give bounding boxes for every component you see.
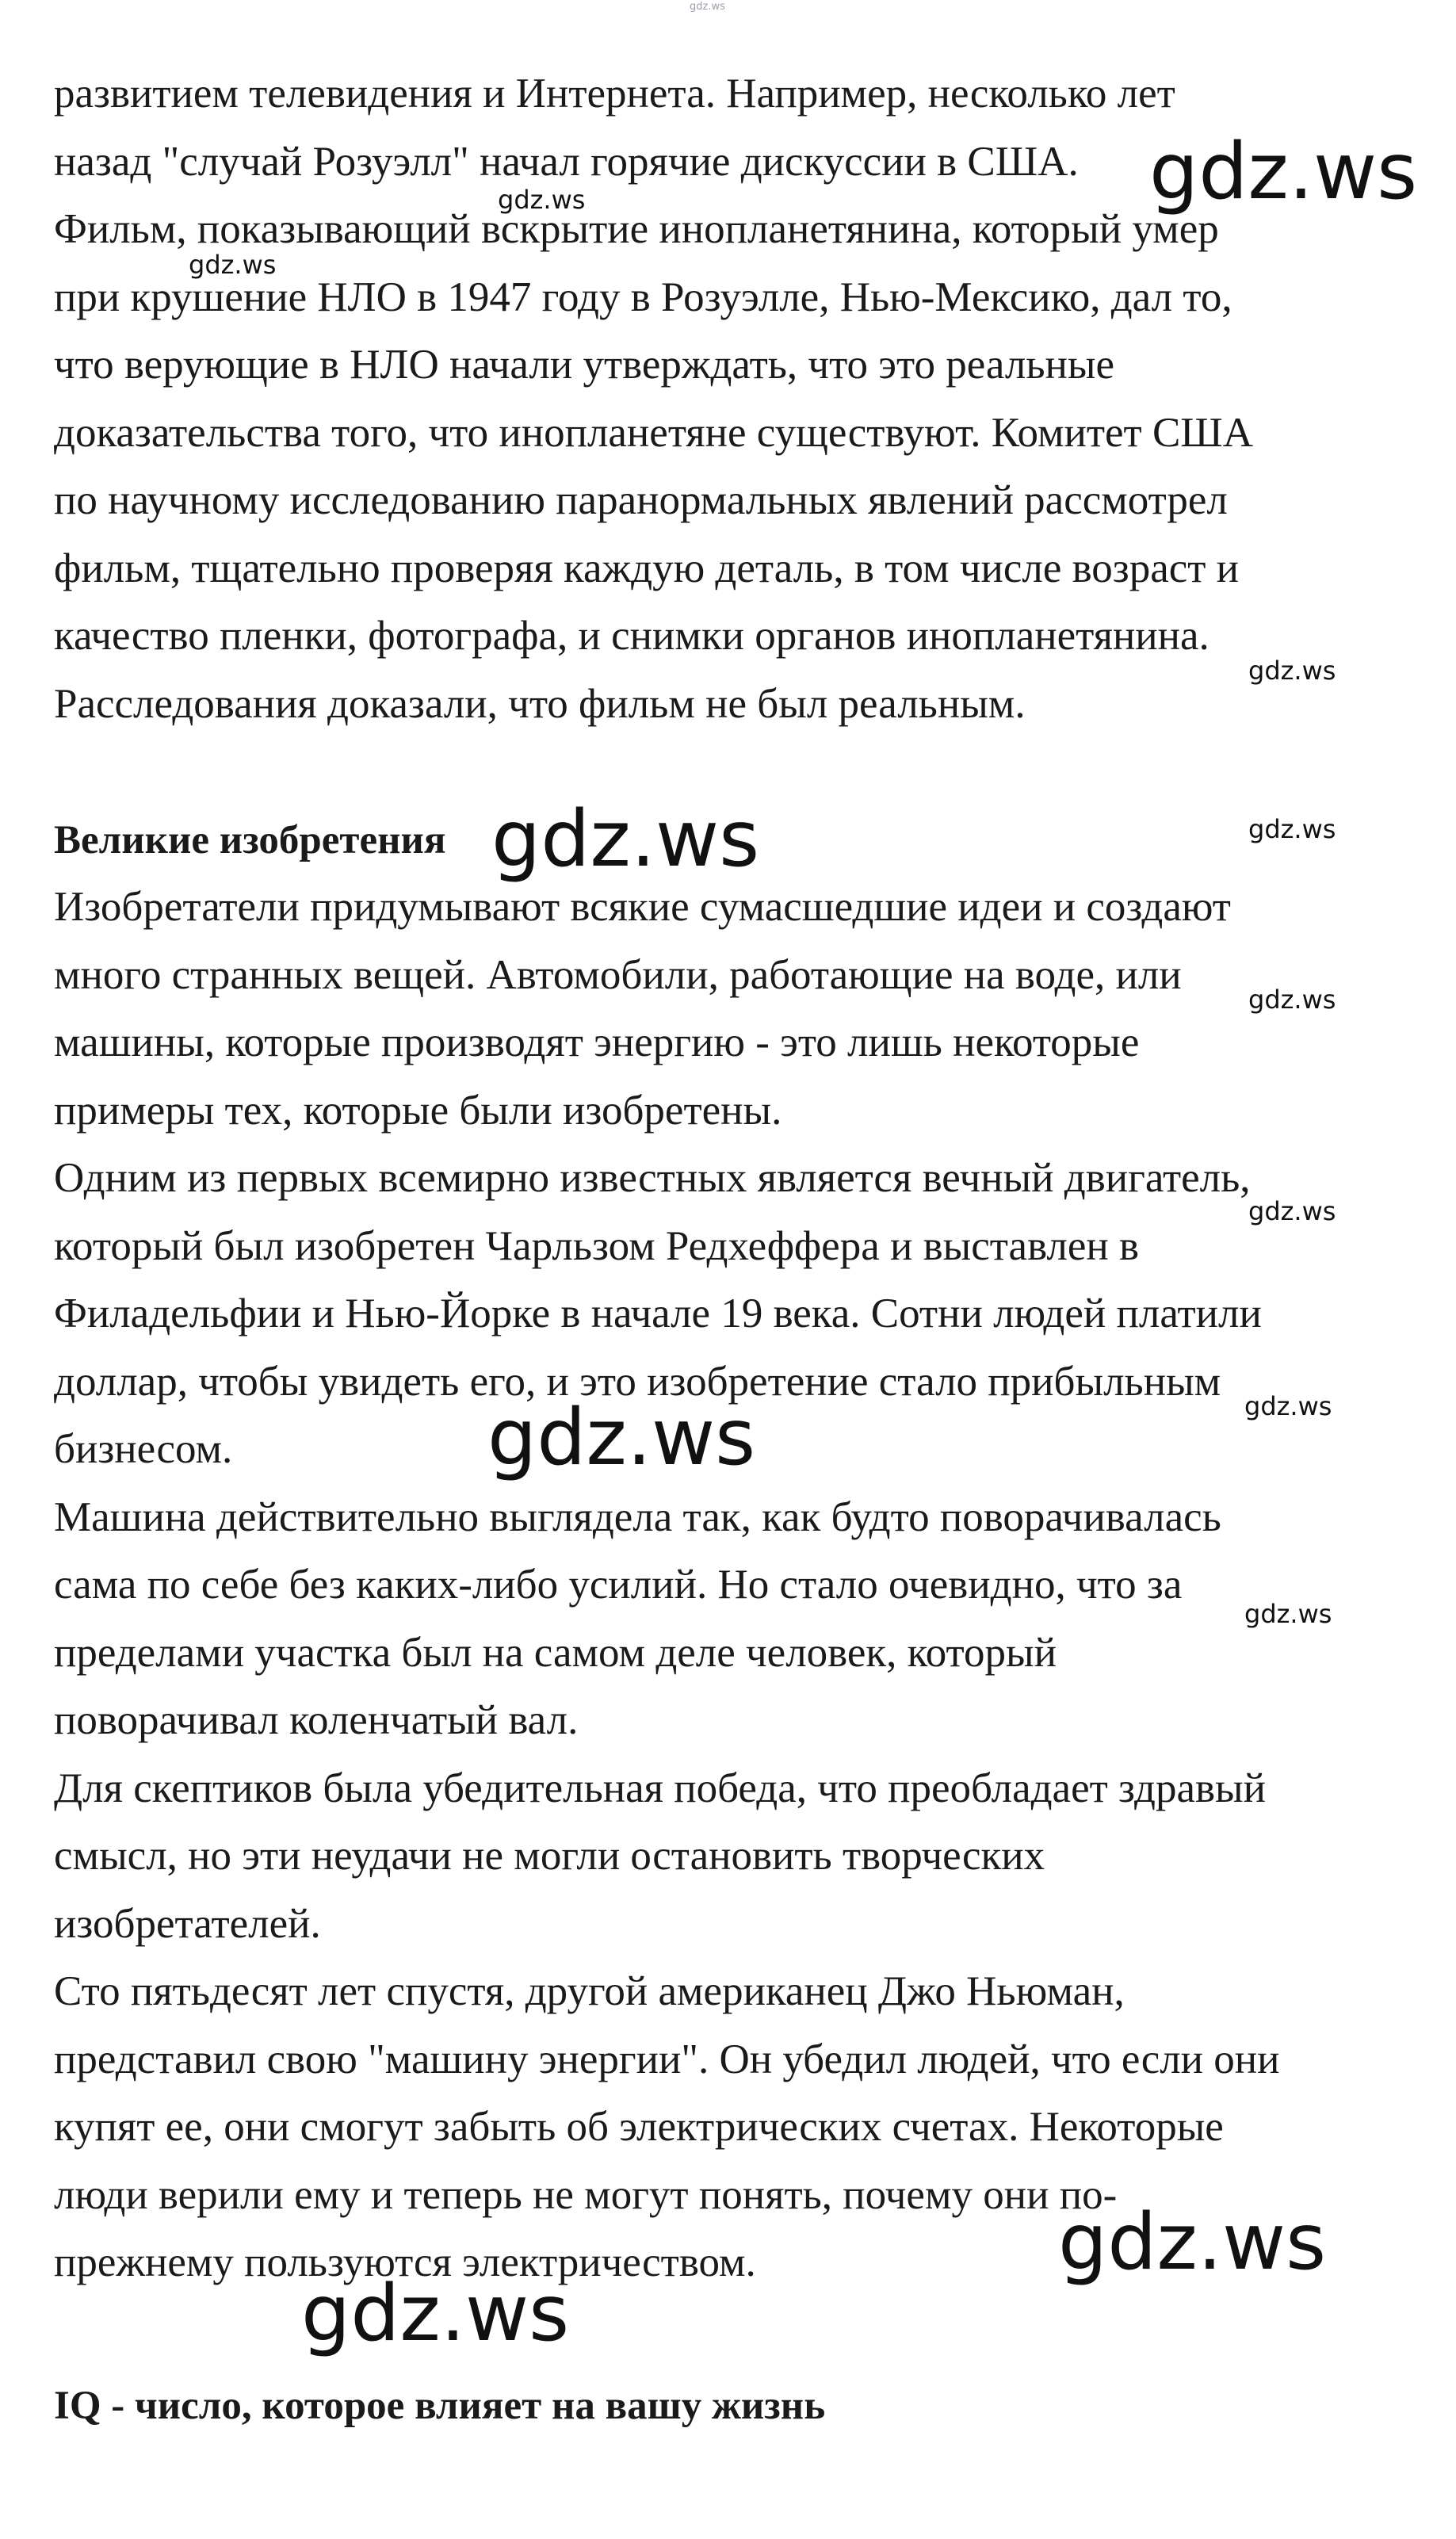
text-line: люди верили ему и теперь не могут понять, почему они по- [54,2172,1118,2218]
text-line: прежнему пользуются электричеством. [54,2239,756,2285]
text-line: поворачивал коленчатый вал. [54,1697,579,1743]
watermark: gdz.ws [1244,1599,1332,1629]
text-line: Филадельфии и Нью-Йорке в начале 19 века. Сотни людей платили [54,1291,1262,1336]
watermark: gdz.ws [491,794,760,885]
text-line: бизнесом. [54,1426,233,1472]
text-line: качество пленки, фотографа, и снимки органов инопланетянина. [54,613,1210,659]
watermark: gdz.ws [1248,1196,1336,1226]
text-line: Расследования доказали, что фильм не был реальным. [54,681,1026,727]
text-line: доказательства того, что инопланетяне существуют. Комитет США [54,410,1254,456]
watermark: gdz.ws [301,2269,570,2359]
text-line: при крушение НЛО в 1947 году в Розуэлле, Нью-Мексико, дал то, [54,274,1232,320]
text-line: что верующие в НЛО начали утверждать, что это реальные [54,342,1115,388]
text-line: изобретателей. [54,1901,321,1947]
watermark: gdz.ws [1248,814,1336,844]
text-line: сама по себе без каких-либо усилий. Но стало очевидно, что за [54,1562,1183,1608]
watermark: gdz.ws [487,1393,756,1483]
text-line: пределами участка был на самом деле человек, который [54,1630,1057,1676]
text-line: по научному исследованию паранормальных явлений рассмотрел [54,477,1228,523]
text-line: Машина действительно выглядела так, как будто поворачивалась [54,1494,1221,1540]
text-line: фильм, тщательно проверяя каждую деталь, в том числе возраст и [54,545,1240,591]
text-line: купят ее, они смогут забыть об электрических счетах. Некоторые [54,2104,1224,2150]
text-line: представил свою "машину энергии". Он убедил людей, что если они [54,2036,1280,2082]
text-line: развитием телевидения и Интернета. Например, несколько лет [54,71,1175,117]
section-heading: IQ - число, которое влияет на вашу жизнь [54,2384,826,2428]
watermark: gdz.ws [1149,127,1418,217]
watermark: gdz.ws [1244,1391,1332,1421]
text-line: Для скептиков была убедительная победа, что преобладает здравый [54,1765,1266,1811]
watermark: gdz.ws [690,1,725,13]
text-line: Изобретатели придумывают всякие сумасшедшие идеи и создают [54,884,1231,930]
text-line: доллар, чтобы увидеть его, и это изобретение стало прибыльным [54,1359,1221,1405]
text-line: Одним из первых всемирно известных является вечный двигатель, [54,1155,1251,1201]
watermark: gdz.ws [498,185,586,215]
text-line: назад "случай Розуэлл" начал горячие дискуссии в США. [54,139,1079,185]
watermark: gdz.ws [189,250,277,280]
watermark: gdz.ws [1248,656,1336,686]
text-line: много странных вещей. Автомобили, работающие на воде, или [54,952,1182,998]
watermark: gdz.ws [1248,985,1336,1015]
text-line: смысл, но эти неудачи не могли остановить творческих [54,1833,1045,1879]
text-line: который был изобретен Чарльзом Редхеффера и выставлен в [54,1223,1140,1269]
text-line: примеры тех, которые были изобретены. [54,1088,782,1134]
text-line: машины, которые производят энергию - это лишь некоторые [54,1019,1140,1065]
text-line: Сто пятьдесят лет спустя, другой американец Джо Ньюман, [54,1968,1125,2014]
text-line: Фильм, показывающий вскрытие инопланетянина, который умер [54,206,1219,252]
watermark: gdz.ws [1058,2197,1327,2288]
section-heading: Великие изобретения [54,818,446,862]
